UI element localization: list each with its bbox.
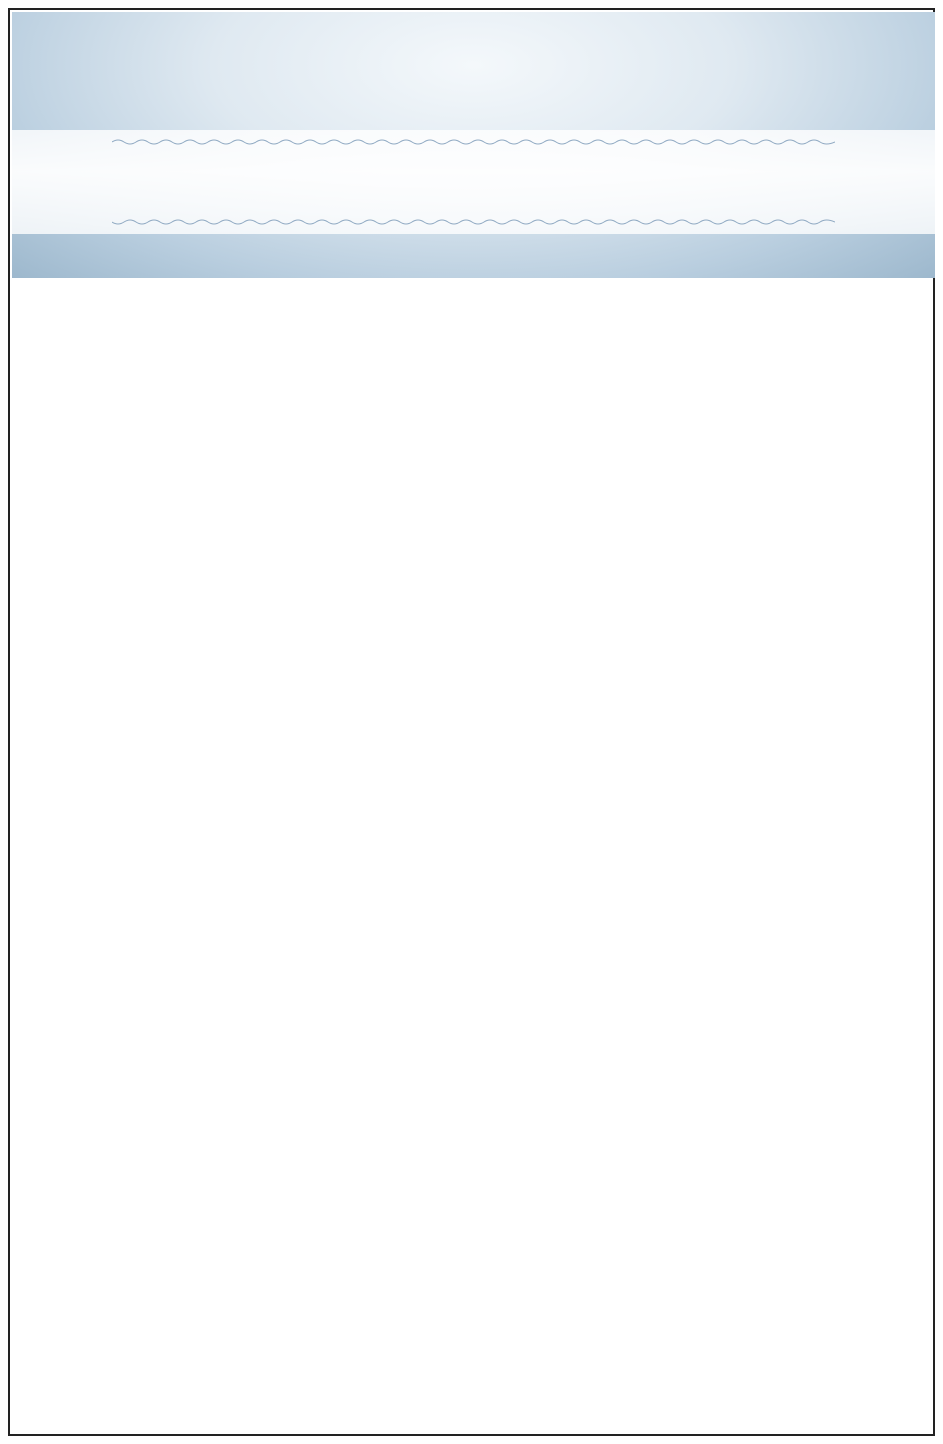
ornament-line-bottom xyxy=(112,218,835,226)
header xyxy=(12,12,935,278)
ornament-line-top xyxy=(112,138,835,146)
calendar-frame xyxy=(8,8,935,1436)
